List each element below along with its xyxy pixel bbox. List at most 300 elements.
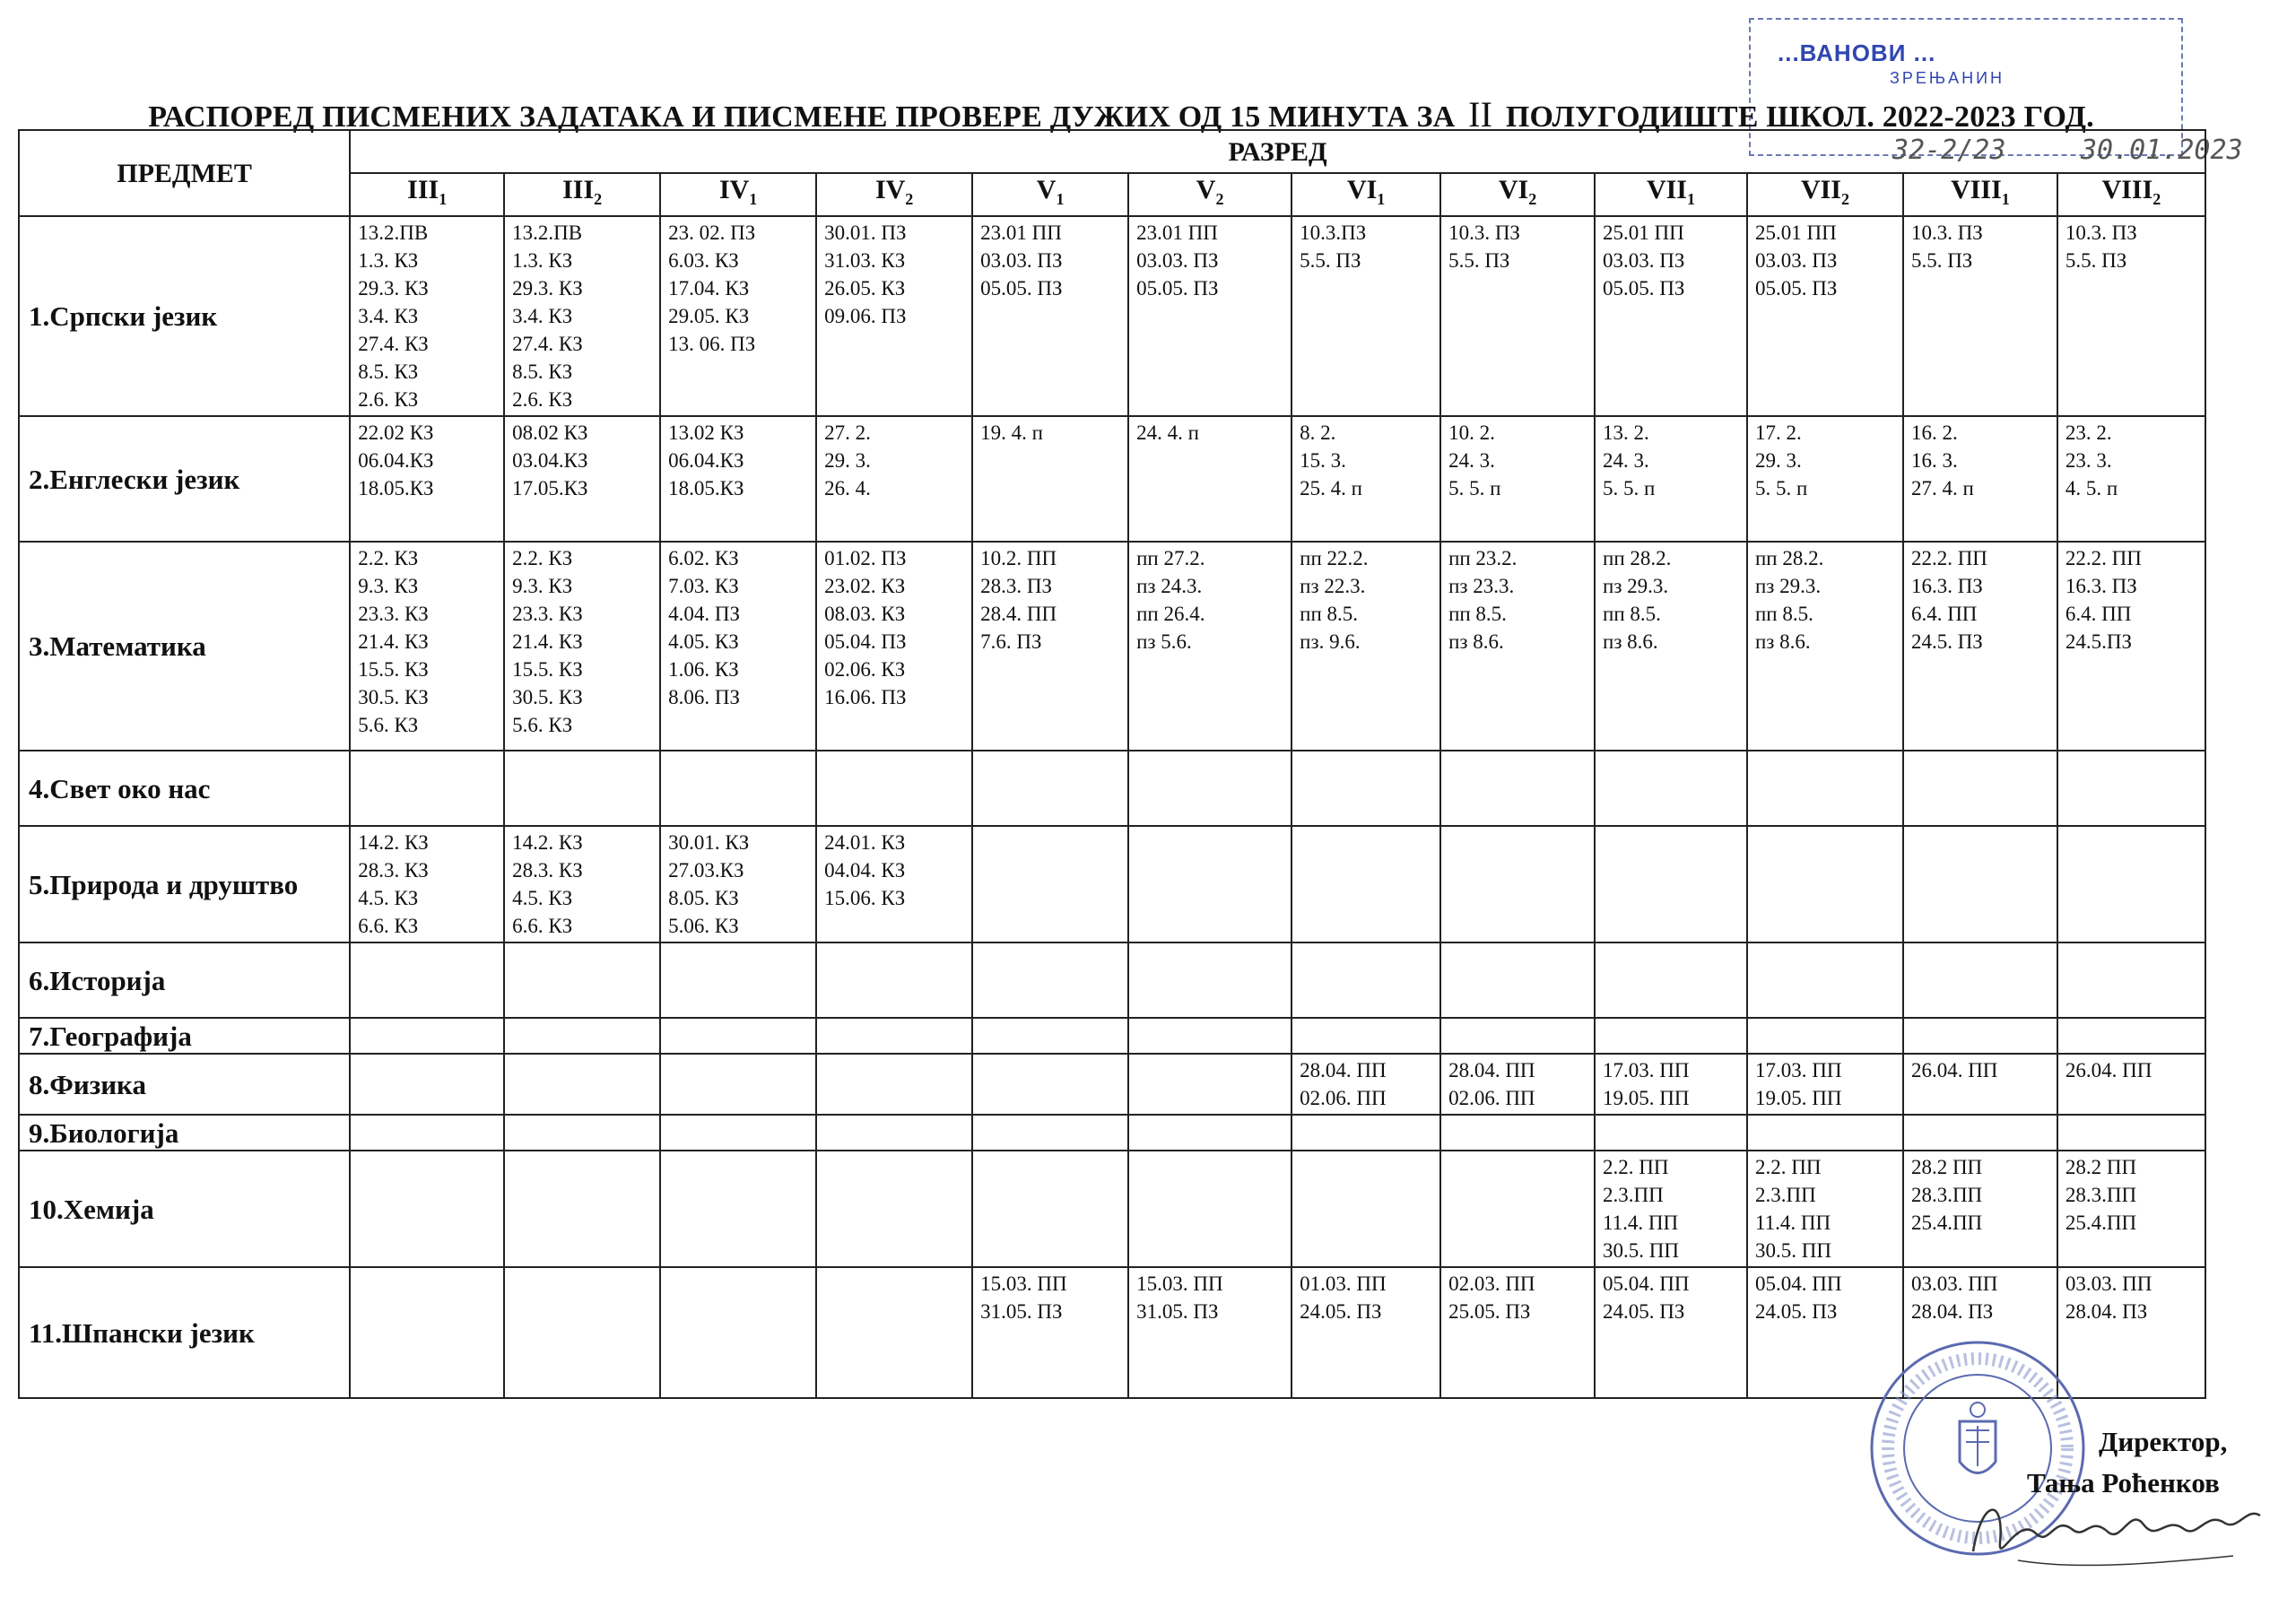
class-header-label: IV <box>874 175 906 204</box>
test-entry: 14.2. КЗ <box>512 831 583 854</box>
test-entry: 13.02 КЗ <box>668 421 744 444</box>
grade-column-header: РАЗРЕД <box>350 130 2205 173</box>
schedule-cell <box>1595 826 1747 942</box>
test-entry: 02.03. ПП <box>1448 1273 1535 1295</box>
test-entry: 23.3. КЗ <box>512 603 583 625</box>
schedule-cell <box>1128 1054 1292 1115</box>
schedule-cell <box>1292 1151 1440 1267</box>
schedule-cell <box>1903 542 2057 751</box>
test-entry: 31.03. КЗ <box>824 249 906 272</box>
schedule-cell <box>1595 1115 1747 1151</box>
test-entry: 31.05. ПЗ <box>1136 1300 1219 1323</box>
test-entry: 27. 2. <box>824 421 871 444</box>
schedule-cell <box>350 751 504 826</box>
schedule-cell <box>504 1054 660 1115</box>
test-entry: 4.05. КЗ <box>668 630 739 653</box>
test-entry: 03.03. ПЗ <box>1136 249 1219 272</box>
test-entry: 24. 3. <box>1603 449 1649 472</box>
registry-date: 30.01.2023 <box>2081 135 2243 166</box>
test-entry: 4.04. ПЗ <box>668 603 741 625</box>
table-row <box>19 1054 2205 1115</box>
test-entry: пп 22.2. <box>1300 547 1369 569</box>
class-header-section: 1 <box>749 190 758 208</box>
class-header-section: 1 <box>1056 190 1065 208</box>
schedule-cell <box>1292 216 1440 416</box>
test-entry: 15.03. ПП <box>980 1273 1067 1295</box>
schedule-cell <box>972 1267 1128 1398</box>
test-entry: 26.04. ПП <box>1910 1059 1998 1081</box>
subject-name: 5.Природа и друштво <box>19 826 350 942</box>
schedule-cell <box>1292 1054 1440 1115</box>
class-header-section: 1 <box>2001 190 2010 208</box>
class-header-label: IV <box>718 175 750 204</box>
test-entry: 25.4.ПП <box>1910 1212 1983 1234</box>
test-entry: 18.05.КЗ <box>358 477 434 499</box>
schedule-cell <box>350 216 504 416</box>
table-row <box>19 751 2205 826</box>
test-entry: 21.4. КЗ <box>358 630 429 653</box>
schedule-cell <box>1595 1151 1747 1267</box>
test-entry: 6.4. ПП <box>1910 603 1978 625</box>
schedule-cell <box>1903 416 2057 542</box>
class-header-label: VIII <box>2101 175 2153 204</box>
subject-name: 9.Биологија <box>19 1115 350 1151</box>
test-entry: 28.2 ПП <box>1910 1156 1983 1178</box>
schedule-cell <box>1595 751 1747 826</box>
test-entry: 23. 2. <box>2065 421 2112 444</box>
test-entry: 05.04. ПЗ <box>824 630 907 653</box>
test-entry: 2.3.ПП <box>1754 1184 1816 1206</box>
schedule-cell <box>816 942 972 1018</box>
test-entry: 02.06. КЗ <box>824 658 906 681</box>
test-entry: 13.2.ПВ <box>358 222 429 244</box>
test-entry: 24.05. ПЗ <box>1754 1300 1838 1323</box>
test-entry: 28.3.ПП <box>1910 1184 1983 1206</box>
test-entry: 23.02. КЗ <box>824 575 906 597</box>
test-entry: 26. 4. <box>824 477 871 499</box>
class-header <box>2057 173 2205 216</box>
test-entry: пз 8.6. <box>1603 630 1658 653</box>
test-entry: 04.04. КЗ <box>824 859 906 882</box>
class-header <box>1128 173 1292 216</box>
test-entry: 17.05.КЗ <box>512 477 588 499</box>
subject-name: 7.Географија <box>19 1018 350 1054</box>
schedule-cell <box>1128 1115 1292 1151</box>
test-entry: 05.05. ПЗ <box>1603 277 1685 300</box>
test-entry: 10.3. ПЗ <box>1910 222 1983 244</box>
test-entry: 16.06. ПЗ <box>824 686 907 708</box>
test-entry: пп 8.5. <box>1603 603 1661 625</box>
schedule-cell <box>660 1054 816 1115</box>
test-entry: 03.03. ПП <box>1910 1273 1998 1295</box>
class-header-section: 2 <box>2152 190 2161 208</box>
schedule-cell <box>1128 942 1292 1018</box>
class-header <box>1747 173 1903 216</box>
class-header <box>972 173 1128 216</box>
schedule-cell <box>1747 1151 1903 1267</box>
schedule-cell <box>1747 542 1903 751</box>
subject-name: 2.Енглески језик <box>19 416 350 542</box>
test-entry: 5.5. ПЗ <box>1448 249 1510 272</box>
schedule-table <box>18 129 2206 1399</box>
test-entry: 11.4. ПП <box>1754 1212 1831 1234</box>
test-entry: 28.04. ПЗ <box>2065 1300 2148 1323</box>
test-entry: 15.5. КЗ <box>512 658 583 681</box>
test-entry: 29.3. КЗ <box>358 277 429 300</box>
schedule-cell <box>350 416 504 542</box>
test-entry: 23.01 ПП <box>980 222 1062 244</box>
schedule-cell <box>350 942 504 1018</box>
schedule-cell <box>660 1151 816 1267</box>
test-entry: 01.03. ПП <box>1300 1273 1387 1295</box>
schedule-cell <box>1595 216 1747 416</box>
class-header <box>816 173 972 216</box>
test-entry: 28.3. КЗ <box>358 859 429 882</box>
test-entry: 02.06. ПП <box>1448 1087 1535 1109</box>
test-entry: 5. 5. п <box>1603 477 1656 499</box>
test-entry: 1.3. КЗ <box>358 249 419 272</box>
schedule-cell <box>1903 942 2057 1018</box>
schedule-cell <box>816 1151 972 1267</box>
schedule-cell <box>1440 1151 1595 1267</box>
test-entry: 5.5. ПЗ <box>2065 249 2127 272</box>
schedule-cell <box>1440 1054 1595 1115</box>
test-entry: пз 24.3. <box>1136 575 1203 597</box>
test-entry: 26.04. ПП <box>2065 1059 2152 1081</box>
class-header <box>1292 173 1440 216</box>
schedule-cell <box>1292 942 1440 1018</box>
test-entry: 3.4. КЗ <box>512 305 573 327</box>
schedule-cell <box>1747 1018 1903 1054</box>
schedule-cell <box>972 1115 1128 1151</box>
test-entry: пз 8.6. <box>1448 630 1504 653</box>
class-header-label: VIII <box>1951 175 2002 204</box>
schedule-cell <box>504 416 660 542</box>
test-entry: 14.2. КЗ <box>358 831 429 854</box>
test-entry: 28.3.ПП <box>2065 1184 2137 1206</box>
schedule-cell <box>1595 1054 1747 1115</box>
test-entry: 5. 5. п <box>1754 477 1808 499</box>
schedule-cell <box>1595 942 1747 1018</box>
test-entry: пз. 9.6. <box>1300 630 1361 653</box>
schedule-cell <box>1903 1054 2057 1115</box>
test-entry: 6.02. КЗ <box>668 547 739 569</box>
schedule-cell <box>2057 542 2205 751</box>
schedule-cell <box>1128 751 1292 826</box>
table-row <box>19 1151 2205 1267</box>
test-entry: 03.03. ПЗ <box>980 249 1063 272</box>
schedule-cell <box>660 1267 816 1398</box>
test-entry: 30.01. КЗ <box>668 831 750 854</box>
schedule-cell <box>1747 826 1903 942</box>
schedule-cell <box>816 216 972 416</box>
test-entry: 10.2. ПП <box>980 547 1057 569</box>
test-entry: 16.3. ПЗ <box>2065 575 2137 597</box>
class-header-label: VI <box>1346 175 1378 204</box>
test-entry: 10. 2. <box>1448 421 1495 444</box>
test-entry: 23. 3. <box>2065 449 2112 472</box>
schedule-cell <box>972 542 1128 751</box>
test-entry: 27.03.КЗ <box>668 859 744 882</box>
subject-name: 8.Физика <box>19 1054 350 1115</box>
test-entry: 27.4. КЗ <box>512 333 583 355</box>
class-header-section: 2 <box>1528 190 1537 208</box>
test-entry: 9.3. КЗ <box>512 575 573 597</box>
schedule-cell <box>660 1018 816 1054</box>
test-entry: 6.03. КЗ <box>668 249 739 272</box>
test-entry: 8.5. КЗ <box>358 360 419 383</box>
schedule-cell <box>1292 542 1440 751</box>
schedule-cell <box>1440 826 1595 942</box>
test-entry: 7.6. ПЗ <box>980 630 1042 653</box>
test-entry: 8.05. КЗ <box>668 887 739 909</box>
test-entry: 01.02. ПЗ <box>824 547 907 569</box>
schedule-cell <box>1747 216 1903 416</box>
test-entry: 26.05. КЗ <box>824 277 906 300</box>
class-header-section: 1 <box>1377 190 1386 208</box>
schedule-cell <box>1440 942 1595 1018</box>
subject-name: 11.Шпански језик <box>19 1267 350 1398</box>
schedule-cell <box>2057 942 2205 1018</box>
schedule-cell <box>504 751 660 826</box>
table-row <box>19 216 2205 416</box>
test-entry: 03.03. ПП <box>2065 1273 2152 1295</box>
test-entry: 6.4. ПП <box>2065 603 2132 625</box>
schedule-cell <box>1747 416 1903 542</box>
test-entry: 25.05. ПЗ <box>1448 1300 1531 1323</box>
test-entry: 08.02 КЗ <box>512 421 588 444</box>
class-header <box>1595 173 1747 216</box>
test-entry: 30.5. ПП <box>1603 1239 1679 1262</box>
schedule-cell <box>1128 1151 1292 1267</box>
schedule-cell <box>660 542 816 751</box>
test-entry: 4. 5. п <box>2065 477 2118 499</box>
test-entry: 27. 4. п <box>1910 477 1974 499</box>
test-entry: 15.5. КЗ <box>358 658 429 681</box>
test-entry: пп 28.2. <box>1603 547 1672 569</box>
schedule-cell <box>2057 751 2205 826</box>
table-row <box>19 1018 2205 1054</box>
test-entry: 2.6. КЗ <box>358 388 419 411</box>
test-entry: 09.06. ПЗ <box>824 305 907 327</box>
class-header-label: VII <box>1646 175 1687 204</box>
class-header <box>1903 173 2057 216</box>
schedule-cell <box>1747 1054 1903 1115</box>
test-entry: 06.04.КЗ <box>358 449 434 472</box>
schedule-cell <box>972 942 1128 1018</box>
schedule-cell <box>1903 1018 2057 1054</box>
subject-name: 3.Математика <box>19 542 350 751</box>
test-entry: 22.02 КЗ <box>358 421 434 444</box>
schedule-cell <box>1440 542 1595 751</box>
test-entry: 06.04.КЗ <box>668 449 744 472</box>
class-header-section: 2 <box>1840 190 1849 208</box>
test-entry: 08.03. КЗ <box>824 603 906 625</box>
test-entry: 25. 4. п <box>1300 477 1362 499</box>
schedule-cell <box>816 1115 972 1151</box>
schedule-cell <box>1292 1267 1440 1398</box>
schedule-cell <box>972 826 1128 942</box>
test-entry: 13. 06. ПЗ <box>668 333 756 355</box>
test-entry: 22.2. ПП <box>2065 547 2142 569</box>
schedule-cell <box>972 216 1128 416</box>
test-entry: 05.05. ПЗ <box>1754 277 1838 300</box>
title-text-before: РАСПОРЕД ПИСМЕНИХ ЗАДАТАКА И ПИСМЕНЕ ПРОВЕРЕ ДУЖИХ ОД 15 МИНУТА ЗА <box>148 100 1456 134</box>
test-entry: пп 8.5. <box>1448 603 1507 625</box>
schedule-cell <box>972 416 1128 542</box>
schedule-cell <box>1903 1115 2057 1151</box>
test-entry: 05.05. ПЗ <box>1136 277 1219 300</box>
schedule-cell <box>1903 751 2057 826</box>
title-text-after: ПОЛУГОДИШТЕ ШКОЛ. 2022-2023 ГОД. <box>1505 100 2094 134</box>
director-title: Директор, <box>2099 1426 2228 1457</box>
director-signature <box>1964 1480 2269 1578</box>
test-entry: 5.06. КЗ <box>668 915 739 937</box>
title-semester: II <box>1468 94 1493 135</box>
schedule-cell <box>816 1054 972 1115</box>
test-entry: 24.01. КЗ <box>824 831 906 854</box>
test-entry: 30.5. КЗ <box>512 686 583 708</box>
schedule-cell <box>1595 1018 1747 1054</box>
stamp-school-name: ...ВАНОВИ ... <box>1778 39 1936 66</box>
test-entry: пп 8.5. <box>1300 603 1359 625</box>
test-entry: 4.5. КЗ <box>512 887 573 909</box>
schedule-cell <box>504 826 660 942</box>
class-header <box>350 173 504 216</box>
schedule-cell <box>2057 1151 2205 1267</box>
schedule-cell <box>504 942 660 1018</box>
schedule-cell <box>1595 1267 1747 1398</box>
table-row <box>19 826 2205 942</box>
test-entry: 23.3. КЗ <box>358 603 429 625</box>
test-entry: 28.3. ПЗ <box>980 575 1052 597</box>
test-entry: 13.2.ПВ <box>512 222 583 244</box>
subject-name: 6.Историја <box>19 942 350 1018</box>
schedule-cell <box>2057 416 2205 542</box>
schedule-cell <box>972 751 1128 826</box>
test-entry: 2.3.ПП <box>1603 1184 1664 1206</box>
test-entry: 05.05. ПЗ <box>980 277 1063 300</box>
schedule-cell <box>2057 1115 2205 1151</box>
table-row <box>19 542 2205 751</box>
director-name: Тања Роћенков <box>2027 1467 2220 1498</box>
schedule-cell <box>1292 751 1440 826</box>
test-entry: 15. 3. <box>1300 449 1346 472</box>
schedule-cell <box>1128 216 1292 416</box>
schedule-cell <box>1903 1151 2057 1267</box>
schedule-cell <box>660 416 816 542</box>
test-entry: 2.2. КЗ <box>358 547 419 569</box>
test-entry: 5.6. КЗ <box>512 714 573 736</box>
schedule-cell <box>1440 1267 1595 1398</box>
test-entry: 19.05. ПП <box>1754 1087 1842 1109</box>
class-header <box>1440 173 1595 216</box>
test-entry: 28.3. КЗ <box>512 859 583 882</box>
test-entry: пп 23.2. <box>1448 547 1518 569</box>
test-entry: 31.05. ПЗ <box>980 1300 1063 1323</box>
test-entry: 28.04. ПП <box>1448 1059 1535 1081</box>
schedule-cell <box>1595 542 1747 751</box>
test-entry: 4.5. КЗ <box>358 887 419 909</box>
test-entry: 23.01 ПП <box>1136 222 1218 244</box>
schedule-cell <box>1292 1115 1440 1151</box>
schedule-cell <box>816 1018 972 1054</box>
class-header-label: III <box>562 175 595 204</box>
test-entry: 3.4. КЗ <box>358 305 419 327</box>
test-entry: 8. 2. <box>1300 421 1336 444</box>
schedule-cell <box>816 542 972 751</box>
test-entry: 17.03. ПП <box>1754 1059 1842 1081</box>
test-entry: 15.03. ПП <box>1136 1273 1223 1295</box>
subject-name: 1.Српски језик <box>19 216 350 416</box>
test-entry: 5.5. ПЗ <box>1300 249 1361 272</box>
test-entry: 7.03. КЗ <box>668 575 739 597</box>
schedule-cell <box>660 751 816 826</box>
schedule-cell <box>1292 1018 1440 1054</box>
class-header-section: 1 <box>1686 190 1695 208</box>
test-entry: 8.5. КЗ <box>512 360 573 383</box>
test-entry: 28.04. ПП <box>1300 1059 1387 1081</box>
test-entry: пп 28.2. <box>1754 547 1824 569</box>
test-entry: 5. 5. п <box>1448 477 1501 499</box>
class-header-label: III <box>407 175 439 204</box>
schedule-cell <box>816 1267 972 1398</box>
schedule-cell <box>1903 216 2057 416</box>
schedule-cell <box>660 942 816 1018</box>
test-entry: 17.03. ПП <box>1603 1059 1690 1081</box>
test-entry: 5.6. КЗ <box>358 714 419 736</box>
class-header <box>504 173 660 216</box>
schedule-cell <box>504 1115 660 1151</box>
test-entry: 24.05. ПЗ <box>1603 1300 1685 1323</box>
test-entry: 11.4. ПП <box>1603 1212 1679 1234</box>
test-entry: 05.04. ПП <box>1603 1273 1690 1295</box>
test-entry: 8.06. ПЗ <box>668 686 741 708</box>
test-entry: 10.3. ПЗ <box>1448 222 1520 244</box>
test-entry: 30.5. КЗ <box>358 686 429 708</box>
test-entry: пп 27.2. <box>1136 547 1205 569</box>
test-entry: пз 5.6. <box>1136 630 1192 653</box>
test-entry: 16. 3. <box>1910 449 1958 472</box>
test-entry: 6.6. КЗ <box>358 915 419 937</box>
schedule-cell <box>1128 416 1292 542</box>
test-entry: 16.3. ПЗ <box>1910 575 1983 597</box>
test-entry: 2.2. ПП <box>1754 1156 1822 1178</box>
test-entry: 2.2. КЗ <box>512 547 573 569</box>
test-entry: 03.03. ПЗ <box>1754 249 1838 272</box>
test-entry: 25.01 ПП <box>1754 222 1837 244</box>
schedule-cell <box>972 1151 1128 1267</box>
test-entry: 25.4.ПП <box>2065 1212 2137 1234</box>
schedule-cell <box>1440 1115 1595 1151</box>
test-entry: 02.06. ПП <box>1300 1087 1387 1109</box>
schedule-cell <box>2057 1018 2205 1054</box>
test-entry: 24.05. ПЗ <box>1300 1300 1382 1323</box>
schedule-cell <box>816 751 972 826</box>
test-entry: пз 23.3. <box>1448 575 1515 597</box>
test-entry: 24. 3. <box>1448 449 1495 472</box>
schedule-cell <box>816 826 972 942</box>
class-header-label: VI <box>1498 175 1529 204</box>
test-entry: 29. 3. <box>1754 449 1802 472</box>
test-entry: 28.04. ПЗ <box>1910 1300 1994 1323</box>
test-entry: 29.3. КЗ <box>512 277 583 300</box>
schedule-cell <box>1595 416 1747 542</box>
subject-name: 10.Хемија <box>19 1151 350 1267</box>
schedule-cell <box>660 216 816 416</box>
test-entry: 19.05. ПП <box>1603 1087 1690 1109</box>
test-entry: 19. 4. п <box>980 421 1043 444</box>
